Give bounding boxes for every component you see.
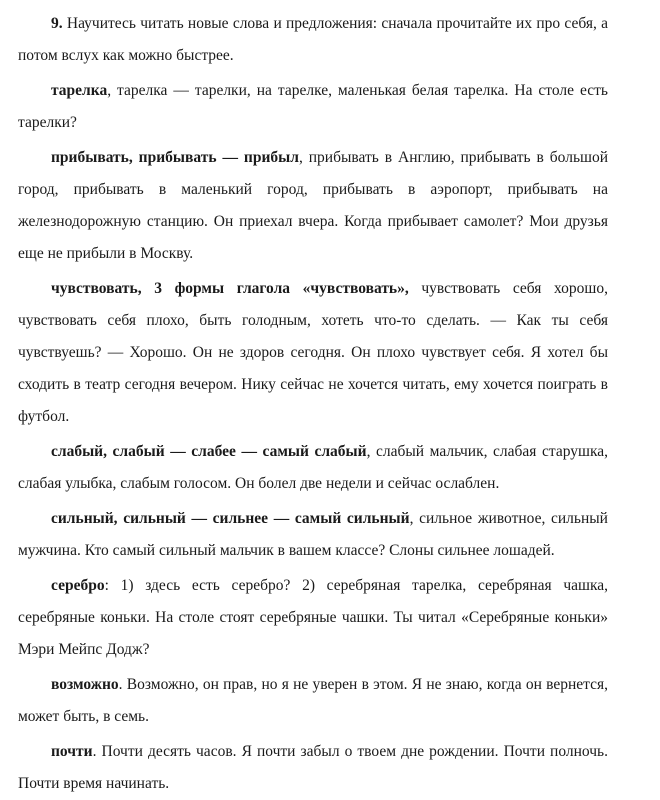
entry-chuvstvovat (18, 273, 608, 433)
entry-headword: почти (51, 743, 93, 760)
entry-text: чувствовать себя хорошо, чувствовать себя плохо, быть голодным, хотеть что-то сделать. — Как ты себя чувствуешь? — Хорошо. Он не здоров сегодня. Он плохо чувствует себя. Я хотел бы сходить в театр сегодня вечером. Нику сейчас не хочется читать, ему хочется поиграть в футбол. (18, 280, 608, 425)
entry-headword: тарелка (51, 82, 108, 99)
entry-text: : 1) здесь есть серебро? 2) серебряная тарелка, серебряная чашка, серебряные коньки. На столе стоят серебряные чашки. Ты читал «Серебряные коньки» Мэри Мейпс Додж? (18, 577, 608, 658)
entry-silnyi (18, 503, 608, 567)
entry-text: , тарелка — тарелки, на тарелке, маленькая белая тарелка. На столе есть тарелки? (18, 82, 608, 131)
entry-text: , слабый мальчик, слабая старушка, слабая улыбка, слабым голосом. Он болел две недели и сейчас ослаблен. (18, 443, 608, 492)
entry-serebro (18, 570, 608, 666)
entry-headword: серебро (51, 577, 105, 594)
entry-text: . Почти десять часов. Я почти забыл о твоем дне рождении. Почти полночь. Почти время начинать. (18, 743, 608, 792)
exercise-number: 9. (51, 15, 63, 32)
instruction-text: Научитесь читать новые слова и предложения: сначала прочитайте их про себя, а потом вслух как можно быстрее. (18, 15, 608, 64)
document-page (18, 8, 608, 800)
entry-text: , прибывать в Англию, прибывать в большой город, прибывать в маленький город, прибывать в аэропорт, прибывать на железнодорожную станцию. Он приехал вчера. Когда прибывает самолет? Мои друзья еще не прибыли в Москву. (18, 149, 608, 262)
exercise-instruction (18, 8, 608, 72)
entry-headword: чувствовать, 3 формы глагола «чувствовать», (51, 280, 409, 297)
entry-vozmozhno (18, 669, 608, 733)
entry-headword: сильный, сильный — сильнее — самый сильный (51, 510, 410, 527)
entry-headword: прибывать, прибывать — прибыл (51, 149, 299, 166)
entry-text: , сильное животное, сильный мужчина. Кто самый сильный мальчик в вашем классе? Слоны сильнее лошадей. (18, 510, 608, 559)
entry-headword: возможно (51, 676, 119, 693)
entry-pochti (18, 736, 608, 800)
entry-slabyi (18, 436, 608, 500)
entry-headword: слабый, слабый — слабее — самый слабый (51, 443, 367, 460)
entry-tarelka (18, 75, 608, 139)
entry-pribyvat (18, 142, 608, 270)
entry-text: . Возможно, он прав, но я не уверен в этом. Я не знаю, когда он вернется, может быть, в семь. (18, 676, 608, 725)
